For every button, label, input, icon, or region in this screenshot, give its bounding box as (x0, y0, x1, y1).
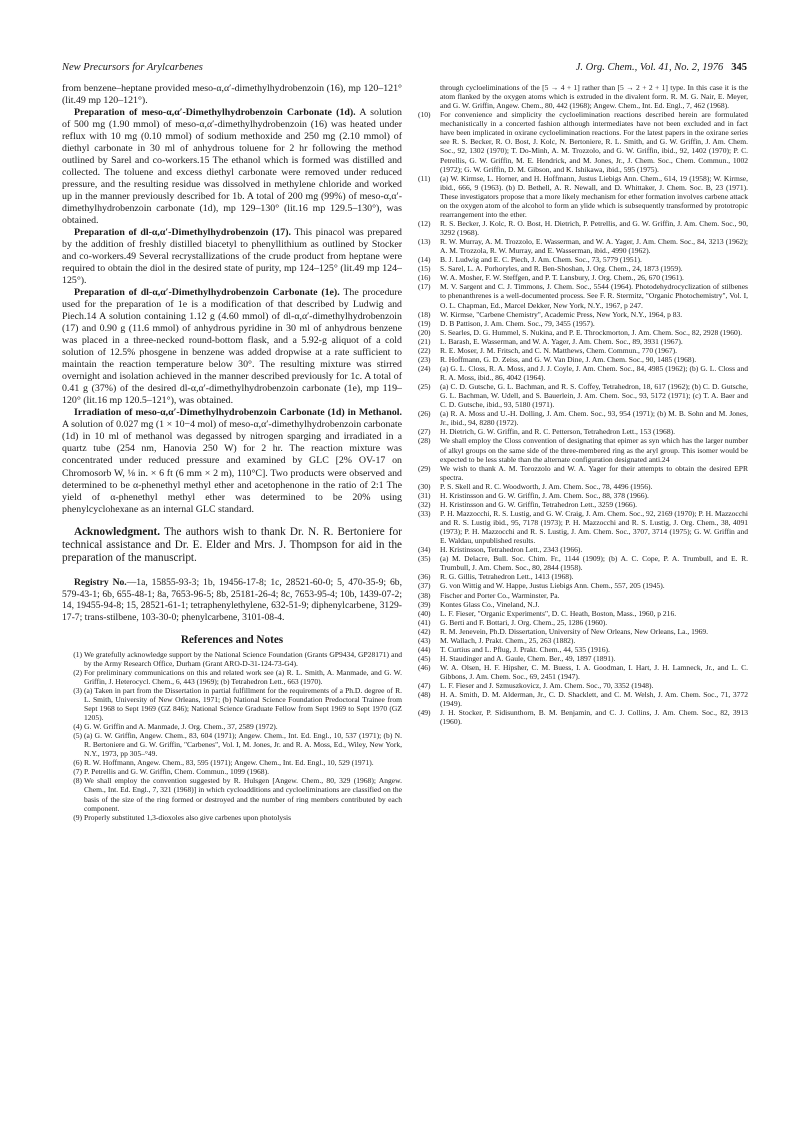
reference-item (418, 264, 748, 273)
reference-text: H. Kristinsson and G. W. Griffin, Tetrahedron Lett., 3259 (1966). (440, 499, 638, 509)
reference-item (418, 282, 748, 309)
reference-number: (46) (418, 663, 431, 672)
reference-number: (22) (418, 345, 431, 355)
reference-text: G. von Wittig and W. Happe, Justus Liebigs Ann. Chem., 557, 205 (1945). (440, 581, 665, 591)
reference-text: S. Sarel, L. A. Porhoryles, and R. Ben-Shoshan, J. Org. Chem., 24, 1873 (1959). (440, 264, 683, 274)
acknowledgment-text: The authors wish to thank Dr. N. R. Bertoniere for technical assistance and Dr. E. Elder and Mrs. J. Thompson for aid in the preparation of the manuscript. (62, 525, 402, 564)
references-title: References and Notes (180, 633, 284, 646)
reference-item (418, 708, 748, 726)
reference-number: (38) (418, 590, 431, 600)
reference-number: (33) (418, 508, 431, 518)
reference-item (62, 650, 402, 668)
reference-text: For preliminary communications on this and related work see (a) R. L. Smith, A. Manmade, and G. W. Griffin, J. Heterocycl. Chem., 6, 443 (1969); (b) Tetrahedron Lett., 663 (1970). (84, 667, 402, 686)
reference-item (418, 427, 748, 436)
reference-text: (a) M. Delacre, Bull. Soc. Chim. Fr., 1144 (1909); (b) A. C. Cope, P. A. Trumbull, and E. R. Trumbull, J. Am. Chem. Soc., 80, 2844 (1958). (440, 554, 748, 573)
reference-item (418, 681, 748, 690)
reference-item (418, 319, 748, 328)
reference-text: H. Dietrich, G. W. Griffin, and R. C. Petterson, Tetrahedron Lett., 153 (1968). (440, 427, 675, 437)
reference-number: (15) (418, 264, 431, 274)
section-title: Preparation of dl-α,α′-Dimethylhydrobenzoin Carbonate (1e). (74, 287, 340, 299)
reference-item (418, 663, 748, 681)
reference-text: We wish to thank A. M. Torozzolo and W. A. Yager for their attempts to obtain the desired EPR spectra. (440, 463, 748, 482)
experimental-section (62, 407, 402, 515)
reference-text: For convenience and simplicity the cycloelimination reactions described herein are formulated mechanistically in a concerted fashion although intermediates have not been excluded and in fact have been implicated in oxirane cycloelimination reactions. For the latest papers in the oxirane series see R. S. Becker, R. O. Bost, J. Kolc, N. Bertoniere, R. L. Smith, and G. W. Griffin, J. Am. Chem. Soc., 92, 1302 (1970); T. Do-Minh, A. M. Trozzolo, and G. W. Griffin, ibid., 92, 1402 (1970); P. C. Petrellis, G. W. Griffin, M. E. Hendrick, and M. Jones, Jr., J. Chem. Soc., Chem. Commun., 1002 (1972); G. W. Griffin, D. M. Gibson, and K. Ishikawa, ibid., 595 (1975). (440, 110, 748, 174)
reference-number: (21) (418, 336, 431, 346)
reference-text: L. Barash, E. Wasserman, and W. A. Yager, J. Am. Chem. Soc., 89, 3931 (1967). (440, 336, 683, 346)
reference-text: We shall employ the Closs convention of designating that epimer as syn which has the larger number of alkyl groups on the same side of the three-membered ring as the aryl group. This isomer would be expected to be less stable than the alternate configuration designated anti.24 (440, 436, 748, 464)
reference-text: J. H. Stocker, P. Sidisunthorn, B. M. Benjamin, and C. J. Collins, J. Am. Chem. Soc., 82, 3913 (1960). (440, 708, 748, 727)
reference-text: (a) Taken in part from the Dissertation in partial fulfillment for the requirements of a Ph.D. degree of R. L. Smith, University of New Orleans, 1971; (b) National Science Foundation Predoctoral Trainee from Sept 1968 to Sept 1969 (GZ 846); National Science Graduate Fellow from Sept 1969 to Sept 1970 (GZ 1205). (84, 685, 402, 722)
reference-item (62, 758, 402, 767)
reference-item (418, 482, 748, 491)
reference-item (418, 636, 748, 645)
reference-item (62, 813, 402, 822)
reference-text: R. S. Becker, J. Kolc, R. O. Bost, H. Dietrich, P. Petrellis, and G. W. Griffin, J. Am. Chem. Soc., 90, 3292 (1968). (440, 218, 748, 237)
reference-item (418, 436, 748, 463)
reference-item (418, 346, 748, 355)
reference-text: H. Kristinsson, Tetrahedron Lett., 2343 (1966). (440, 545, 583, 555)
reference-number: (19) (418, 318, 431, 328)
reference-item (418, 328, 748, 337)
reference-number: (9) (73, 812, 82, 822)
reference-number: (37) (418, 581, 431, 591)
reference-item (62, 767, 402, 776)
reference-number: (24) (418, 363, 431, 373)
reference-text: (a) C. D. Gutsche, G. L. Bachman, and R. S. Coffey, Tetrahedron, 18, 617 (1962); (b) C. D. Gutsche, G. L. Bachman, W. Udell, and S. Bauerlein, J. Am. Chem. Soc., 93, 5172 (1971); (c) T. A. Baer and C. D. Gutsche, ibid., 93, 5180 (1971). (440, 382, 748, 410)
reference-item (418, 219, 748, 237)
registry-text: —1a, 15855-93-3; 1b, 19456-17-8; 1c, 28521-60-0; 5, 470-35-9; 6b, 579-43-1; 6b, 655-48-1; 8a, 7653-96-5; 8b, 25181-26-4; 8c, 7653-95-4; 10b, 1439-07-2; 14, 19455-94-8; 15, 28521-61-1; tetraphenylethylene, 632-51-9; diphenylcarbene, 3129-17-7; trans-stilbene, 103-30-0; phenylcarbene, 3101-08-4. (62, 577, 403, 623)
reference-text: (a) R. A. Moss and U.-H. Dolling, J. Am. Chem. Soc., 93, 954 (1971); (b) M. B. Sohn and M. Jones, Jr., ibid., 94, 8280 (1972). (440, 409, 748, 428)
reference-item (418, 382, 748, 409)
reference-text: We shall employ the convention suggested by R. Hulsgen [Angew. Chem., 80, 329 (1968); Angew. Chem., Int. Ed. Engl., 7, 321 (1968)] in which cycloadditions and cycloeliminations are classified on the basis of the size of the ring formed or destroyed and the number of ring members contributed by each component. (84, 776, 402, 813)
reference-item (418, 255, 748, 264)
reference-number: (18) (418, 309, 431, 319)
reference-text: Properly substituted 1,3-dioxoles also give carbenes upon photolysis (84, 812, 292, 822)
reference-text: D. B Pattison, J. Am. Chem. Soc., 79, 3455 (1957). (440, 318, 595, 328)
reference-text: T. Curtius and L. Pflug, J. Prakt. Chem., 44, 535 (1916). (440, 644, 610, 654)
reference-item (62, 776, 402, 812)
reference-number: (2) (73, 667, 82, 677)
reference-number: (10) (418, 110, 431, 120)
reference-item (418, 600, 748, 609)
reference-item (418, 572, 748, 581)
reference-text: M. Wallach, J. Prakt. Chem., 25, 263 (1882). (440, 635, 576, 645)
reference-number: (26) (418, 409, 431, 419)
reference-item (418, 491, 748, 500)
references-list-left (62, 650, 402, 822)
reference-text: Fischer and Porter Co., Warminster, Pa. (440, 590, 560, 600)
registry-numbers (62, 577, 402, 623)
reference-text: H. Staudinger and A. Gaule, Chem. Ber., 49, 1897 (1891). (440, 653, 616, 663)
acknowledgment-title: Acknowledgment. (74, 525, 161, 538)
reference-number: (25) (418, 382, 431, 392)
reference-text: R. Hoffmann, G. D. Zeiss, and G. W. Van Dine, J. Am. Chem. Soc., 90, 1485 (1968). (440, 354, 697, 364)
section-text: A solution of 500 mg (1.90 mmol) of meso-α,α′-dimethylhydrobenzoin (16) was heated under reflux with 10 mg (0.10 mmol) of sodium methoxide and 250 mg (2.10 mmol) of diethyl carbonate in 30 ml of anhydrous toluene for 2 hr following the method outlined by Sarel and co-workers.15 The ethanol which is formed was distilled and collected. The toluene and excess diethyl carbonate were removed under reduced pressure, and the resulting residue was dissolved in methylene chloride and worked up in the manner previously described for 1b. A total of 200 mg (99%) of meso-α,α′-dimethylhydrobenzoin carbonate (1d), mp 129–130° (lit.16 mp 129.5–130°), was obtained. (62, 107, 402, 227)
reference-text: through cycloeliminations of the [5 → 4 + 1] rather than [5 → 2 + 2 + 1] type. In this case it is the atom flanked by the oxygen atoms which is extruded in the divalent form. R. M. G. Nair, E. Meyer, and G. W. Griffin, Angew. Chem., 80, 442 (1968); Angew. Chem., Int. Ed. Engl., 7, 462 (1968). (440, 83, 748, 111)
reference-number: (4) (73, 722, 82, 732)
reference-item (418, 654, 748, 663)
reference-number: (35) (418, 554, 431, 564)
reference-text: R. W. Hoffmann, Angew. Chem., 83, 595 (1971); Angew. Chem., Int. Ed. Engl., 10, 529 (1971). (84, 758, 374, 768)
reference-number: (20) (418, 327, 431, 337)
reference-text: H. A. Smith, D. M. Alderman, Jr., C. D. Shacklett, and C. M. Welsh, J. Am. Chem. Soc., 71, 3772 (1949). (440, 690, 748, 709)
reference-item (418, 545, 748, 554)
experimental-sections (62, 107, 402, 516)
reference-text: P. H. Mazzocchi, R. S. Lustig, and G. W. Craig, J. Am. Chem. Soc., 92, 2169 (1970); P. H. Mazzocchi and R. S. Lustig ibid., 95, 7178 (1973); P. H. Mazzocchi and R. S. Lustig, J. Org. Chem., 38, 4091 (1973); P. H. Mazzocchi and R. S. Lustig, J. Am. Chem. Soc., 3707, 3714 (1975); G. W. Griffin and E. Waldau, unpublished results. (440, 508, 748, 546)
reference-item (418, 364, 748, 382)
reference-item (418, 273, 748, 282)
reference-text: L. F. Fieser, "Organic Experiments", D. C. Heath, Boston, Mass., 1960, p 216. (440, 608, 677, 618)
reference-text: (a) W. Kirmse, L. Horner, and H. Hoffmann, Justus Liebigs Ann. Chem., 614, 19 (1958); W. Kirmse, ibid., 666, 9 (1963). (b) D. Bethell, A. R. Newall, and D. Whittaker, J. Chem. Soc. B, 23 (1971). These investigators propose that a more likely mechanism for ether formation involves carbene attack on the oxygen atom of the alcohol to form an ylide which is subsequently transformed by prototropic rearrangement into the ether. (440, 173, 748, 219)
reference-text: W. Kirmse, "Carbene Chemistry", Academic Press, New York, N.Y., 1964, p 83. (440, 309, 683, 319)
reference-item (418, 337, 748, 346)
reference-item (418, 500, 748, 509)
reference-text: B. J. Ludwig and E. C. Piech, J. Am. Chem. Soc., 73, 5779 (1951). (440, 255, 642, 265)
reference-text: S. Searles, D. G. Hummel, S. Nukina, and P. E. Throckmorton, J. Am. Chem. Soc., 82, 2928 (1960). (440, 327, 743, 337)
reference-item (418, 409, 748, 427)
journal-header (576, 62, 747, 73)
reference-number: (17) (418, 282, 431, 292)
experimental-section (62, 107, 402, 227)
left-column (62, 83, 402, 822)
reference-item (62, 722, 402, 731)
reference-number: (36) (418, 572, 431, 582)
reference-number: (23) (418, 354, 431, 364)
reference-text: W. A. Olsen, H. F. Hipsher, C. M. Buess, I. A. Goodman, I. Hart, J. H. Lamneck, Jr., and L. C. Gibbons, J. Am. Chem. Soc., 69, 2451 (1947). (440, 663, 748, 682)
reference-number: (34) (418, 545, 431, 555)
reference-number: (47) (418, 681, 431, 691)
reference-item (418, 627, 748, 636)
acknowledgment (62, 526, 402, 566)
reference-number: (41) (418, 617, 431, 627)
reference-number: (14) (418, 255, 431, 265)
experimental-section (62, 227, 402, 287)
reference-text: We gratefully acknowledge support by the National Science Foundation (Grants GP9434, GP28171) and by the Army Research Office, Durham (Grant ARO-D-31-124-73-G4). (84, 649, 402, 668)
reference-item (418, 310, 748, 319)
reference-text: R. G. Gillis, Tetrahedron Lett., 1413 (1968). (440, 572, 574, 582)
reference-number: (45) (418, 653, 431, 663)
section-text: The procedure used for the preparation of 1e is a modification of that described by Ludwig and Piech.14 A solution containing 1.12 g (4.60 mmol) of dl-α,α′-dimethylhydrobenzoin (17) and 0.90 g (11.6 mmol) of anhydrous pyridine in 30 ml of anhydrous benzene was placed in a three-necked round-bottom flask, and a 5.92-g aliquot of a cold solution of 12.5% phosgene in benzene was added dropwise at a rate sufficient to maintain the reaction temperature below 30°. The resulting mixture was stirred overnight and isolation achieved in the manner described previously for 1c. A total of 0.41 g (37%) of the desired dl-α,α′-dimethylhydrobenzoin carbonate (1e), mp 119–120° (lit.16 mp 120.5–121°), was obtained. (62, 287, 402, 407)
reference-number: (16) (418, 273, 431, 283)
reference-text: R. W. Murray, A. M. Trozzolo, E. Wasserman, and W. A. Yager, J. Am. Chem. Soc., 84, 3213 (1962); A. M. Trozzola, R. W. Murray, and E. Wasserman, ibid., 4990 (1962). (440, 237, 748, 256)
reference-number: (40) (418, 608, 431, 618)
reference-text: (a) G. L. Closs, R. A. Moss, and J. J. Coyle, J. Am. Chem. Soc., 84, 4985 (1962); (b) G. L. Closs and R. A. Moss, ibid., 86, 4042 (1964). (440, 363, 748, 382)
reference-number: (30) (418, 481, 431, 491)
reference-item (418, 591, 748, 600)
reference-number: (48) (418, 690, 431, 700)
reference-text: P. S. Skell and R. C. Woodworth, J. Am. Chem. Soc., 78, 4496 (1956). (440, 481, 653, 491)
reference-number: (29) (418, 463, 431, 473)
reference-number: (32) (418, 499, 431, 509)
reference-number: (3) (73, 685, 82, 695)
reference-number: (11) (418, 173, 431, 183)
reference-number: (49) (418, 708, 431, 718)
reference-item (418, 237, 748, 255)
reference-item (418, 464, 748, 482)
section-title: Preparation of meso-α,α′-Dimethylhydrobenzoin Carbonate (1d). (74, 107, 356, 119)
reference-number: (28) (418, 436, 431, 446)
reference-number: (43) (418, 635, 431, 645)
section-title: Irradiation of meso-α,α′-Dimethylhydrobenzoin Carbonate (1d) in Methanol. (74, 407, 402, 419)
reference-number: (27) (418, 427, 431, 437)
reference-item (418, 581, 748, 590)
reference-text: L. F. Fieser and J. Szmuszkovicz, J. Am. Chem. Soc., 70, 3352 (1948). (440, 681, 654, 691)
experimental-section (62, 287, 402, 407)
reference-item (418, 618, 748, 627)
running-header: New Precursors for Arylcarbenes (62, 62, 203, 73)
reference-text: R. M. Jenevein, Ph.D. Dissertation, University of New Orleans, New Orleans, La., 1969. (440, 626, 709, 636)
reference-number: (5) (73, 731, 82, 741)
page-number: 345 (731, 62, 747, 73)
reference-item (418, 645, 748, 654)
section-text: A solution of 0.027 mg (1 × 10−4 mol) of meso-α,α′-dimethylhydrobenzoin carbonate (1d) in 10 ml of methanol was degassed by nitrogen sparging and irradiated in a quartz tube (254 nm, Hanovia 250 W) for 2 hr. The reaction mixture was concentrated under reduced pressure and examined by GLC [2% OV-17 on Chromosorb W, ⅛ in. × 6 ft (6 mm × 2 m), 110°C]. Two products were observed and determined to be α-phenethyl methyl ether and acetophenone in the ratio of 2:1 The yield of α-phenethyl methyl ether was determined to be 20% using phenylcyclohexane as an internal GLC standard. (62, 419, 402, 515)
reference-item (418, 83, 748, 110)
reference-text: R. E. Moser, J. M. Fritsch, and C. N. Matthews, Chem. Commun., 770 (1967). (440, 345, 677, 355)
right-column (418, 83, 748, 726)
reference-number: (6) (73, 758, 82, 768)
reference-item (418, 690, 748, 708)
reference-number: (7) (73, 767, 82, 777)
journal-citation: J. Org. Chem., Vol. 41, No. 2, 1976 (575, 62, 724, 73)
reference-number: (42) (418, 626, 431, 636)
reference-number: (44) (418, 644, 431, 654)
reference-number: (13) (418, 237, 431, 247)
reference-text: P. Petrellis and G. W. Griffin, Chem. Commun., 1099 (1968). (84, 767, 269, 777)
reference-item (418, 174, 748, 219)
registry-title: Registry No. (74, 577, 127, 589)
reference-item (418, 509, 748, 545)
references-list-right (418, 83, 748, 726)
reference-text: G. Berti and F. Bottari, J. Org. Chem., 25, 1286 (1960). (440, 617, 608, 627)
reference-item (418, 609, 748, 618)
reference-text: Kontes Glass Co., Vineland, N.J. (440, 599, 540, 609)
reference-number: (31) (418, 490, 431, 500)
reference-item (418, 554, 748, 572)
reference-item (418, 355, 748, 364)
reference-text: W. A. Mosher, F. W. Steffgen, and P. T. Lansbury, J. Org. Chem., 26, 670 (1961). (440, 273, 684, 283)
section-text: This pinacol was prepared by the addition of freshly distilled biacetyl to phenyllithium as outlined by Stocker and co-workers.49 Several recrystallizations of the crude product from heptane were required to obtain the diol in the desired state of purity, mp 124–125° (lit.49 mp 124–125°). (62, 227, 402, 287)
section-title: Preparation of dl-α,α′-Dimethylhydrobenzoin (17). (74, 227, 291, 239)
reference-text: H. Kristinsson and G. W. Griffin, J. Am. Chem. Soc., 88, 378 (1966). (440, 490, 649, 500)
reference-item (62, 686, 402, 722)
intro-paragraph: from benzene–heptane provided meso-α,α′-dimethylhydrobenzoin (16), mp 120–121° (lit.49 mp 120–121°). (62, 83, 402, 107)
reference-item (418, 110, 748, 173)
reference-number: (8) (73, 776, 82, 786)
reference-number: (39) (418, 599, 431, 609)
reference-number: (12) (418, 218, 431, 228)
reference-item (62, 668, 402, 686)
reference-text: (a) G. W. Griffin, Angew. Chem., 83, 604 (1971); Angew. Chem., Int. Ed. Engl., 10, 537 (1971); (b) N. R. Bertoniere and G. W. Griffin, "Carbenes", Vol. I, M. Jones, Jr. and R. A. Moss, Ed., Wiley, New York, N.Y., 1973, pp 305–°49. (84, 731, 402, 759)
reference-text: G. W. Griffin and A. Manmade, J. Org. Chem., 37, 2589 (1972). (84, 722, 278, 732)
reference-item (62, 731, 402, 758)
reference-number: (1) (73, 649, 82, 659)
reference-text: M. V. Sargent and C. J. Timmons, J. Chem. Soc., 5544 (1964). Photodehydrocyclization of stilbenes to phenanthrenes is a well-documented process. See F. R. Stermitz, "Organic Photochemistry", Vol. I, O. L. Chapman, Ed., Marcel Dekker, New York, N.Y., 1967, p 247. (440, 282, 748, 310)
